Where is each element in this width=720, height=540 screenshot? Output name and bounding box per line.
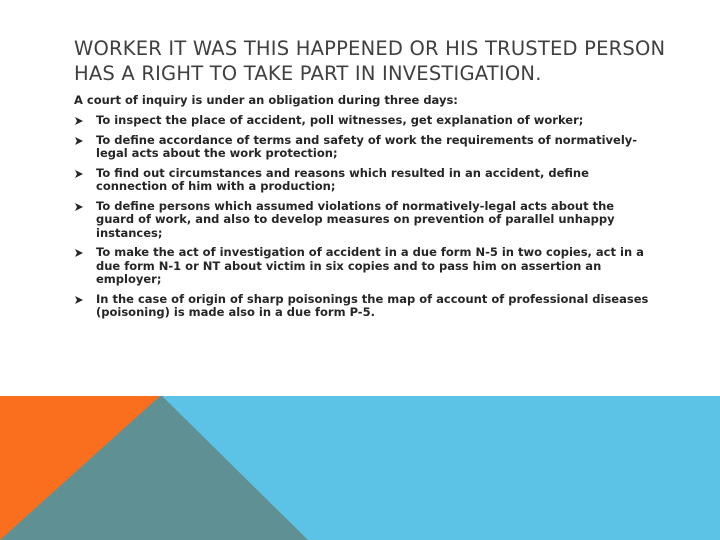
slide-content — [74, 93, 649, 326]
arrow-bullet-icon — [74, 136, 84, 146]
bullet-item — [74, 246, 649, 287]
arrow-bullet-icon — [74, 248, 84, 258]
decorative-footer-shapes — [0, 396, 720, 540]
bullet-text: To inspect the place of accident, poll witnesses, get explanation of worker; — [96, 113, 584, 127]
arrow-bullet-icon — [74, 169, 84, 179]
bullet-item — [74, 293, 649, 320]
bullet-item — [74, 167, 649, 194]
slide-title: WORKER IT WAS THIS HAPPENED OR HIS TRUSTED PERSON HAS A RIGHT TO TAKE PART IN INVESTIGATION. — [74, 37, 666, 85]
arrow-bullet-icon — [74, 202, 84, 212]
bullet-item — [74, 114, 649, 128]
bullet-text: To define accordance of terms and safety of work the requirements of normatively-legal acts about the work protection; — [96, 132, 638, 160]
intro-text: A court of inquiry is under an obligation during three days: — [74, 93, 458, 107]
bullet-text: To define persons which assumed violations of normatively-legal acts about the guard of work, and also to develop measures on prevention of parallel unhappy instances; — [96, 198, 615, 240]
arrow-bullet-icon — [74, 295, 84, 305]
bullet-text: In the case of origin of sharp poisonings the map of account of professional diseases (poisoning) is made also in a due form P-5. — [96, 291, 649, 319]
bullet-text: To find out circumstances and reasons which resulted in an accident, define connection of him with a production; — [96, 165, 589, 193]
arrow-bullet-icon — [74, 116, 84, 126]
bullet-item — [74, 134, 649, 161]
bullet-text: To make the act of investigation of accident in a due form N-5 in two copies, act in a due form N-1 or NT about victim in six copies and to pass him on assertion an employer; — [96, 245, 644, 286]
bullet-item — [74, 200, 649, 241]
bullet-list — [74, 114, 649, 320]
